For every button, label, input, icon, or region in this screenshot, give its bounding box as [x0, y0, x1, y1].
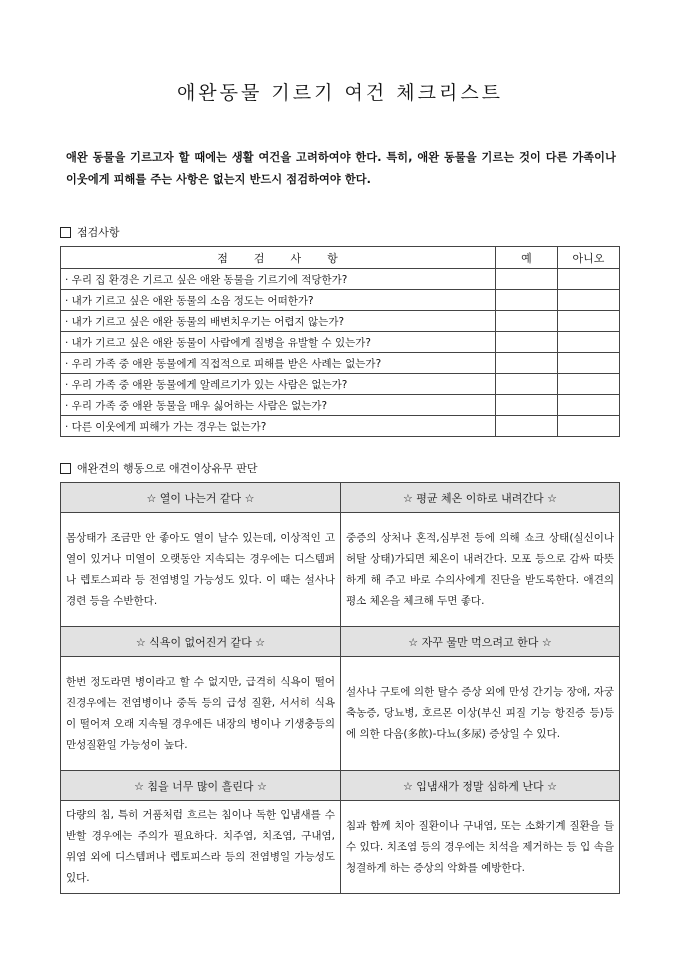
document-title: 애완동물 기르기 여건 체크리스트 — [176, 82, 504, 104]
yes-cell[interactable] — [496, 290, 558, 311]
symptom-title-appetite-loss: ☆ 식욕이 없어진거 같다 ☆ — [61, 627, 341, 657]
behavior-text-row — [61, 513, 620, 627]
checklist-row — [61, 374, 620, 395]
behavior-section-heading — [60, 460, 258, 476]
yes-cell[interactable] — [496, 374, 558, 395]
yes-cell[interactable] — [496, 269, 558, 290]
checklist-row — [61, 332, 620, 353]
behavior-table — [60, 482, 620, 894]
checklist-item: · 우리 가족 중 애완 동물에게 알레르기가 있는 사람은 없는가? — [61, 374, 496, 395]
symptom-title-bad-breath: ☆ 입냄새가 정말 심하게 난다 ☆ — [341, 771, 620, 801]
symptom-text-drooling: 다량의 침, 특히 거품처럼 흐르는 침이나 독한 입냄새를 수반할 경우에는 주의가 필요하다. 치주염, 치조염, 구내염, 위염 외에 디스템퍼나 렙토피스라 등의 전염병일 가능성도 있다. — [61, 801, 341, 894]
yes-cell[interactable] — [496, 395, 558, 416]
checklist-section-heading — [60, 224, 120, 240]
behavior-title-row — [61, 771, 620, 801]
checklist-row — [61, 395, 620, 416]
symptom-text-appetite-loss: 한번 정도라면 병이라고 할 수 없지만, 급격히 식욕이 떨어진경우에는 전염병이나 중독 등의 급성 질환, 서서히 식욕이 떨어져 오래 지속될 경우에든 내장의 병이나 기생충등의 만성질환일 가능성이 높다. — [61, 657, 341, 771]
checklist-item: · 내가 기르고 싶은 애완 동물의 배변치우기는 어렵지 않는가? — [61, 311, 496, 332]
checklist-item: · 우리 가족 중 애완 동물에게 직접적으로 피해를 받은 사례는 없는가? — [61, 353, 496, 374]
intro-paragraph: 애완 동물을 기르고자 할 때에는 생활 여건을 고려하여야 한다. 특히, 애완 동물을 기르는 것이 다른 가족이나 이웃에게 피해를 주는 사항은 없는지 반드시 점검하여야 한다. — [66, 151, 616, 186]
header-item: 점검사항 — [61, 247, 496, 269]
square-bullet-icon — [60, 463, 71, 474]
yes-cell[interactable] — [496, 332, 558, 353]
checklist-row — [61, 416, 620, 437]
checklist-item: · 다른 이웃에게 피해가 가는 경우는 없는가? — [61, 416, 496, 437]
symptom-text-excess-drinking: 설사나 구토에 의한 탈수 증상 외에 만성 간기능 장애, 자궁 축농증, 당뇨병, 호르몬 이상(부신 피질 기능 항진증 등)등에 의한 다음(多飮)-다뇨(多尿) 증상일 수 있다. — [341, 657, 620, 771]
symptom-text-fever: 몸상태가 조금만 안 좋아도 열이 날수 있는데, 이상적인 고열이 있거나 미열이 오랫동안 지속되는 경우에는 디스템퍼나 렙토스피라 등 전염병일 가능성도 있다. 이 때는 설사나 경련 등을 수반한다. — [61, 513, 341, 627]
symptom-text-low-temperature: 중증의 상처나 혼적,심부전 등에 의해 쇼크 상태(실신이나 허탈 상태)가되면 체온이 내려간다. 모포 등으로 감싸 따뜻하게 해 주고 바로 수의사에게 진단을 받도록한다. 애견의 평소 체온을 체크해 두면 좋다. — [341, 513, 620, 627]
yes-cell[interactable] — [496, 353, 558, 374]
no-cell[interactable] — [558, 416, 620, 437]
no-cell[interactable] — [558, 311, 620, 332]
symptom-text-bad-breath: 침과 함께 치아 질환이나 구내염, 또는 소화기계 질환을 들 수 있다. 치조염 등의 경우에는 치석을 제거하는 등 입 속을 청결하게 하는 증상의 악화를 예방한다. — [341, 801, 620, 894]
behavior-text-row — [61, 801, 620, 894]
checklist-item: · 내가 기르고 싶은 애완 동물이 사람에게 질병을 유발할 수 있는가? — [61, 332, 496, 353]
behavior-title-row — [61, 483, 620, 513]
checklist-row — [61, 269, 620, 290]
no-cell[interactable] — [558, 395, 620, 416]
behavior-title-row — [61, 627, 620, 657]
checklist-item: · 우리 가족 중 애완 동물을 매우 싫어하는 사람은 없는가? — [61, 395, 496, 416]
checklist-row — [61, 311, 620, 332]
no-cell[interactable] — [558, 353, 620, 374]
no-cell[interactable] — [558, 332, 620, 353]
behavior-section-title: 애완견의 행동으로 애견이상유무 판단 — [77, 462, 258, 475]
behavior-text-row — [61, 657, 620, 771]
checklist-section-title: 점검사항 — [77, 226, 120, 239]
yes-cell[interactable] — [496, 416, 558, 437]
header-no: 아니오 — [558, 247, 620, 269]
yes-cell[interactable] — [496, 311, 558, 332]
checklist-item: · 내가 기르고 싶은 애완 동물의 소음 정도는 어떠한가? — [61, 290, 496, 311]
checklist-item: · 우리 집 환경은 기르고 싶은 애완 동물을 기르기에 적당한가? — [61, 269, 496, 290]
checklist-table — [60, 246, 620, 437]
checklist-header-row — [61, 247, 620, 269]
symptom-title-drooling: ☆ 침을 너무 많이 흘린다 ☆ — [61, 771, 341, 801]
no-cell[interactable] — [558, 374, 620, 395]
header-yes: 예 — [496, 247, 558, 269]
checklist-row — [61, 353, 620, 374]
square-bullet-icon — [60, 227, 71, 238]
no-cell[interactable] — [558, 290, 620, 311]
no-cell[interactable] — [558, 269, 620, 290]
symptom-title-fever: ☆ 열이 나는거 같다 ☆ — [61, 483, 341, 513]
checklist-row — [61, 290, 620, 311]
symptom-title-excess-drinking: ☆ 자꾸 물만 먹으려고 한다 ☆ — [341, 627, 620, 657]
symptom-title-low-temperature: ☆ 평균 체온 이하로 내려간다 ☆ — [341, 483, 620, 513]
